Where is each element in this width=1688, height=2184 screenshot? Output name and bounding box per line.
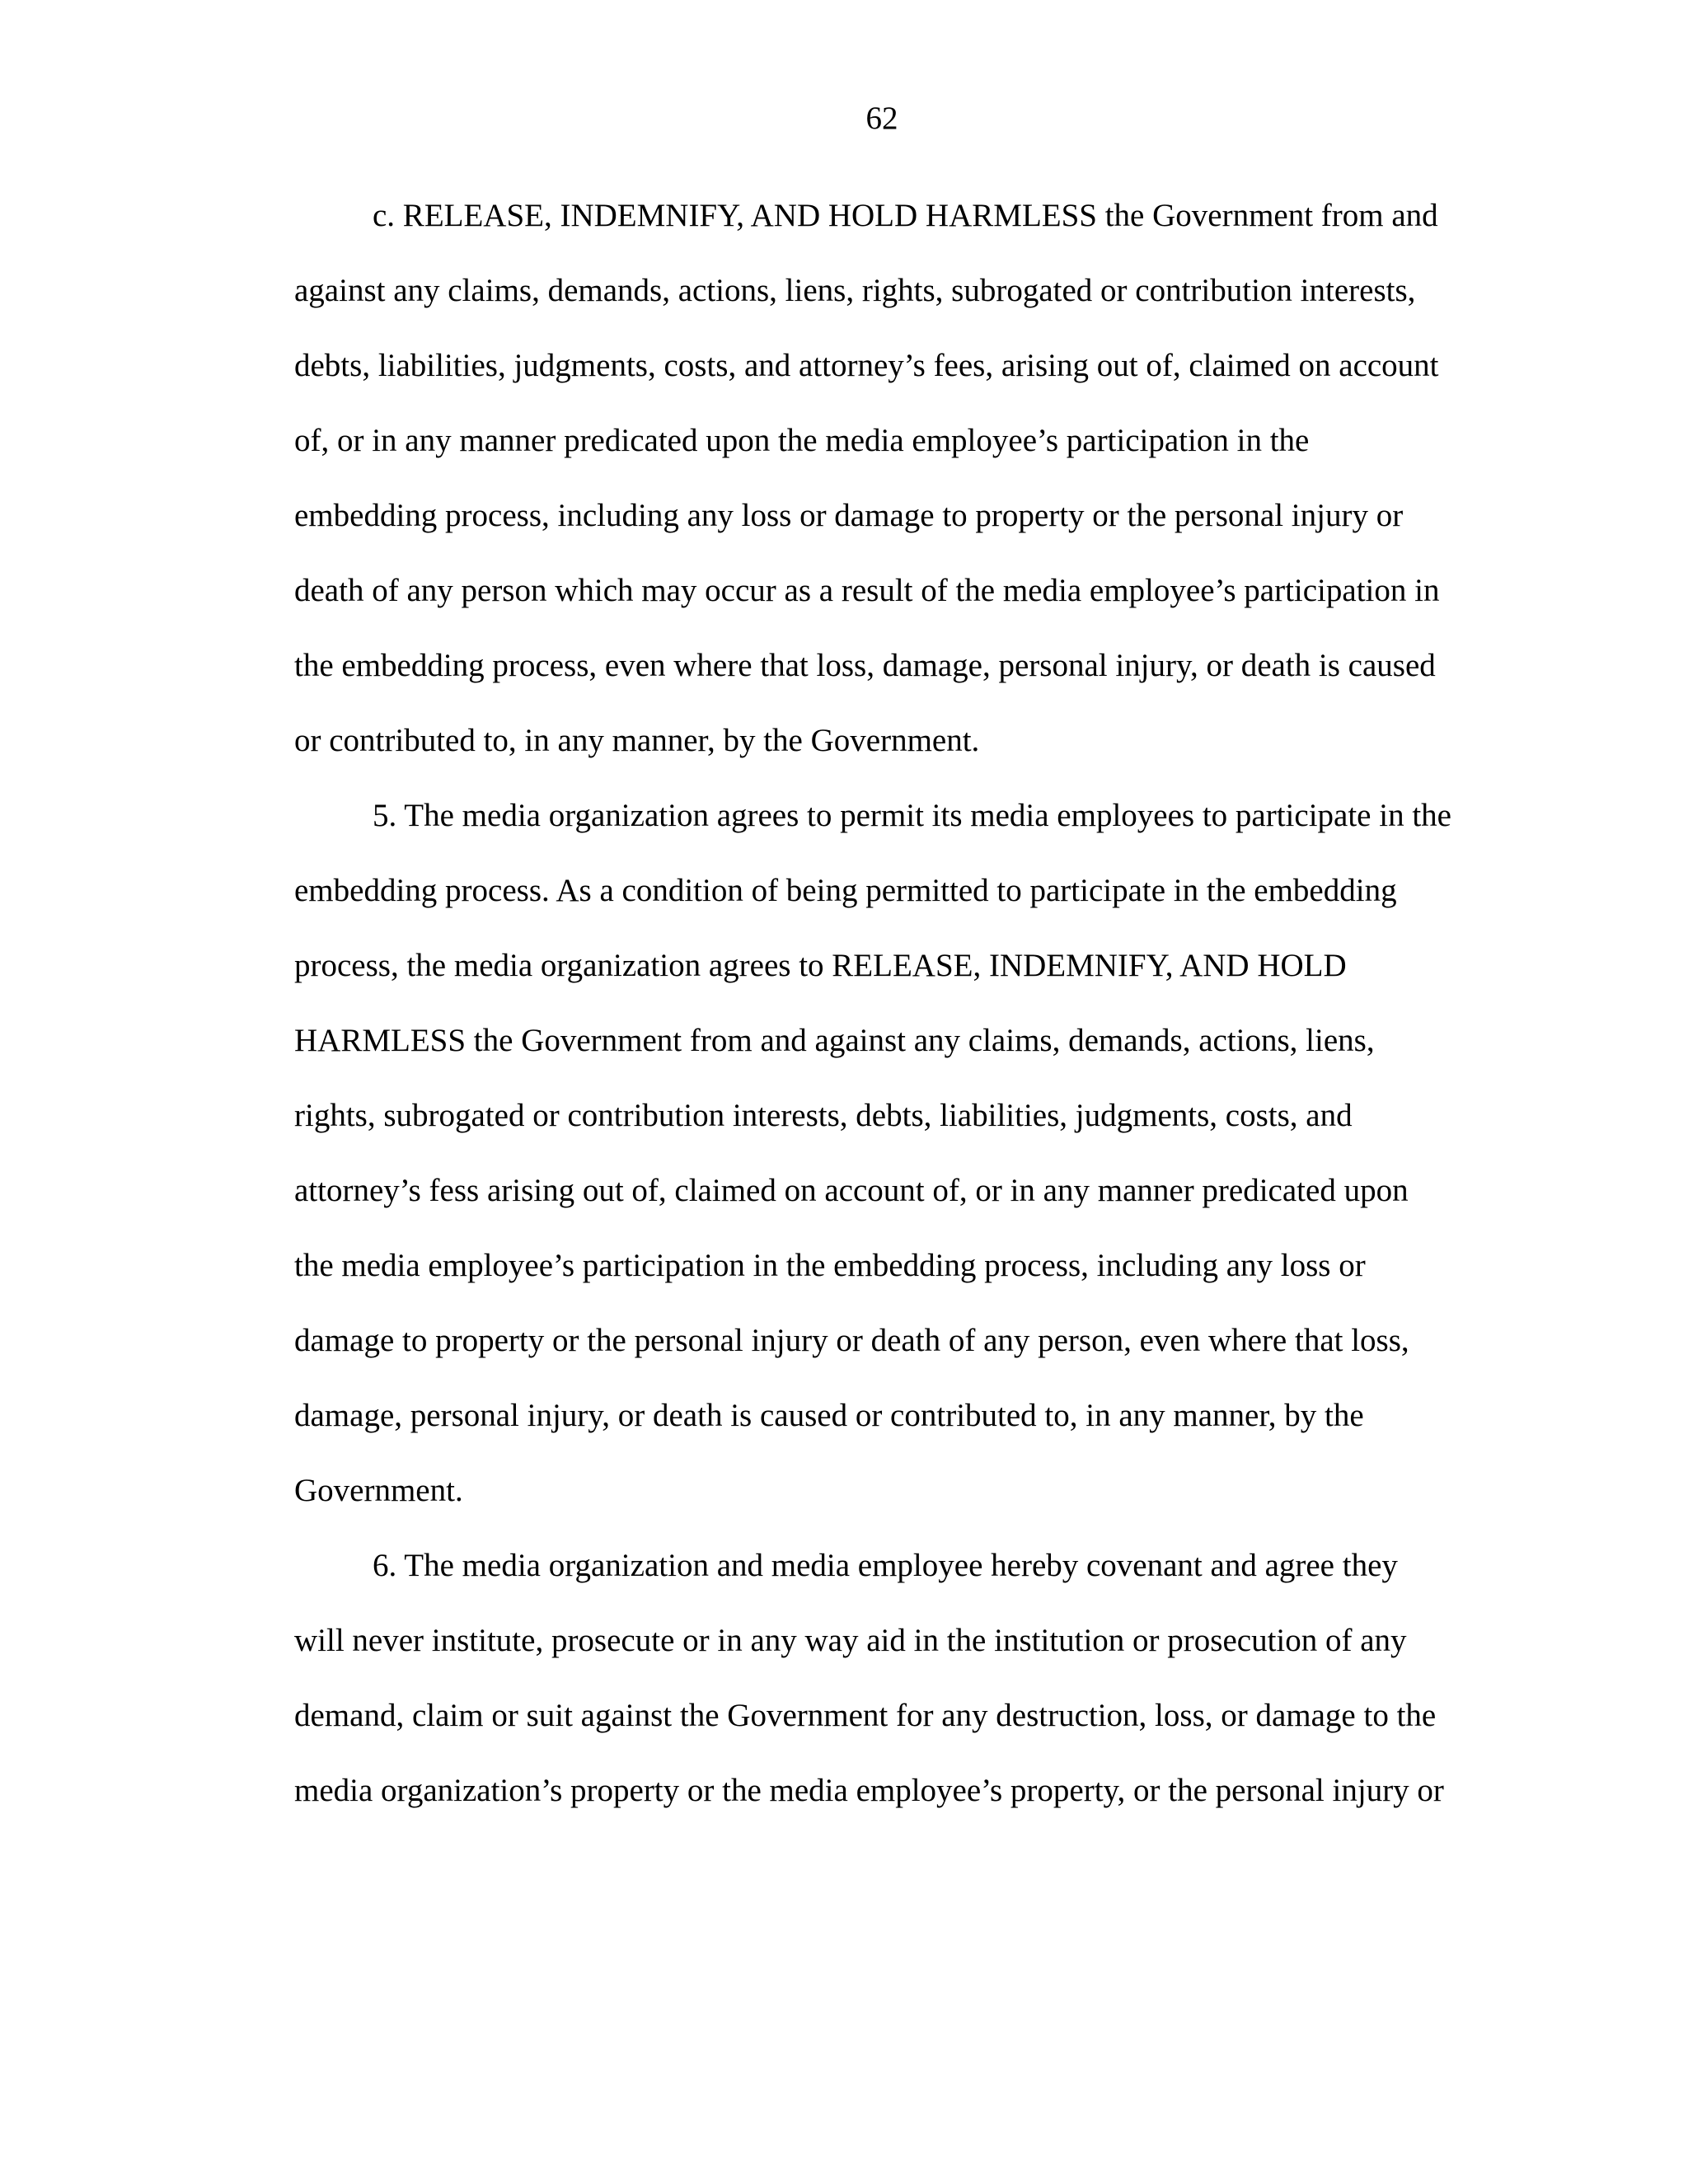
text-line: of, or in any manner predicated upon the media employee’s participation in the	[294, 423, 1310, 458]
text-line: the embedding process, even where that loss, damage, personal injury, or death is caused	[294, 648, 1436, 683]
text-line: embedding process, including any loss or damage to property or the personal injury or	[294, 498, 1404, 533]
text-line: HARMLESS the Government from and against any claims, demands, actions, liens,	[294, 1023, 1375, 1058]
text-line: debts, liabilities, judgments, costs, and attorney’s fees, arising out of, claimed on account	[294, 348, 1439, 383]
text-line: or contributed to, in any manner, by the Government.	[294, 723, 980, 758]
text-line: the media employee’s participation in the embedding process, including any loss or	[294, 1248, 1366, 1283]
page-number: 62	[865, 101, 898, 136]
text-line: Government.	[294, 1473, 463, 1508]
text-line: embedding process. As a condition of being permitted to participate in the embedding	[294, 873, 1397, 908]
text-line: 5. The media organization agrees to permit its media employees to participate in the	[373, 798, 1451, 833]
text-line: will never institute, prosecute or in any way aid in the institution or prosecution of any	[294, 1623, 1407, 1658]
text-line: demand, claim or suit against the Government for any destruction, loss, or damage to the	[294, 1698, 1437, 1733]
text-line: against any claims, demands, actions, liens, rights, subrogated or contribution interests,	[294, 273, 1416, 308]
text-line: process, the media organization agrees to RELEASE, INDEMNIFY, AND HOLD	[294, 948, 1347, 983]
text-line: rights, subrogated or contribution interests, debts, liabilities, judgments, costs, and	[294, 1098, 1353, 1133]
text-line: death of any person which may occur as a result of the media employee’s participation in	[294, 573, 1440, 608]
text-line: 6. The media organization and media employee hereby covenant and agree they	[373, 1548, 1398, 1583]
text-line: media organization’s property or the media employee’s property, or the personal injury or	[294, 1773, 1444, 1808]
text-line: c. RELEASE, INDEMNIFY, AND HOLD HARMLESS the Government from and	[373, 198, 1438, 233]
text-line: damage, personal injury, or death is caused or contributed to, in any manner, by the	[294, 1398, 1364, 1433]
text-line: attorney’s fess arising out of, claimed on account of, or in any manner predicated upon	[294, 1173, 1409, 1208]
text-line: damage to property or the personal injury or death of any person, even where that loss,	[294, 1323, 1409, 1358]
